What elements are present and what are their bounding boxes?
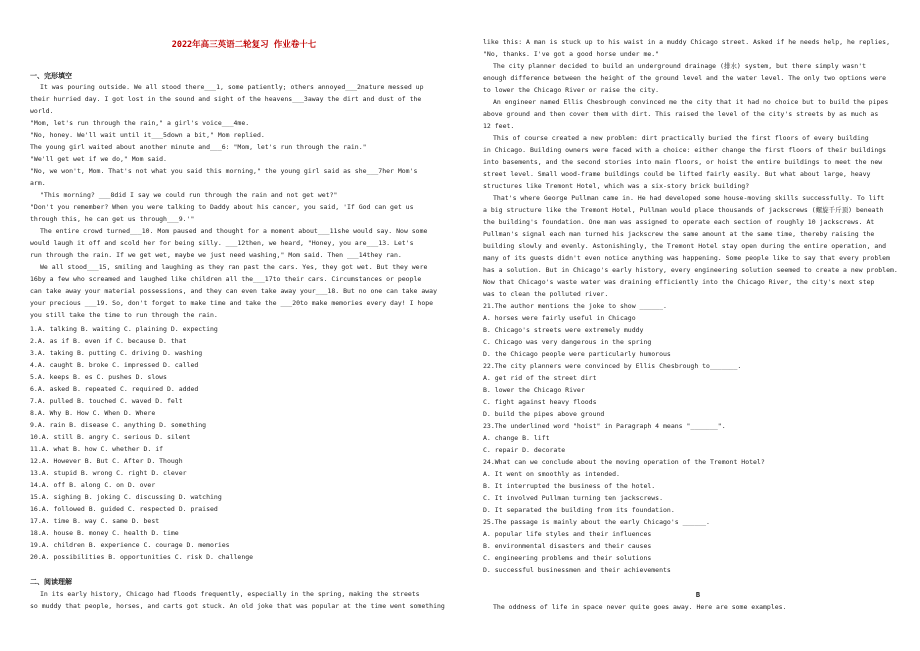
option-line: 17.A. time B. way C. same D. best (30, 517, 160, 525)
option-line: 14.A. off B. along C. on D. over (30, 481, 156, 489)
passage-line: enough difference between the height of the ground level and the water level. The only two options were (483, 74, 887, 82)
section-heading: 一、完形填空 (30, 72, 72, 80)
passage-line: A. horses were fairly useful in Chicago (483, 314, 636, 322)
passage-line: has a solution. But in Chicago's early history, every engineering solution seemed to create a new problem. (483, 266, 898, 274)
passage-line: your precious ___19. So, don't forget to make time and take the ___20to make memories every day! I hope (30, 299, 434, 307)
option-line: 10.A. still B. angry C. serious D. silent (30, 433, 191, 441)
option-line: 18.A. house B. money C. health D. time (30, 529, 179, 537)
passage-line: "Don't you remember? When you were talking to Daddy about his cancer, you said, 'If God can get us (30, 203, 414, 211)
passage-line: the building's foundation. One man was assigned to operate each section of roughly 10 jackscrews. At (483, 218, 875, 226)
passage-line: into basements, and the second stories into main floors, or hoist the entire buildings to meet the new (483, 158, 883, 166)
option-line: 3.A. taking B. putting C. driving D. washing (30, 349, 203, 357)
passage-line: "No, thanks. I've got a good horse under me." (483, 50, 660, 58)
passage-line: so muddy that people, horses, and carts got stuck. An old joke that was popular at the time went something (30, 602, 445, 610)
option-line: 6.A. asked B. repeated C. required D. added (30, 385, 199, 393)
option-line: 13.A. stupid B. wrong C. right D. clever (30, 469, 187, 477)
passage-line: run through the rain. If we get wet, maybe we just need washing," Mom said. Then ___14they ran. (30, 251, 402, 259)
passage-line: through this, he can get us through___9.'" (30, 215, 195, 223)
passage-line: "This morning? ___8did I say we could run through the rain and not get wet?" (40, 191, 338, 199)
page-title: 2022年高三英语二轮复习 作业卷十七 (171, 40, 317, 50)
passage-line: D. It separated the building from its foundation. (483, 506, 675, 514)
passage-line: B. environmental disasters and their causes (483, 542, 652, 550)
passage-line: C. It involved Pullman turning ten jackscrews. (483, 494, 664, 502)
option-line: 20.A. possibilities B. opportunities C. risk D. challenge (30, 553, 254, 561)
passage-line: "No, we won't, Mom. That's not what you said this morning," the young girl said as she___7her Mom's (30, 167, 418, 175)
section-heading: 二、阅读理解 (30, 578, 72, 586)
passage-line: in Chicago. Building owners were faced with a choice: either change the first floors of their buildings (483, 146, 887, 154)
option-line: 15.A. sighing B. joking C. discussing D. watching (30, 493, 222, 501)
passage-line: A. change B. lift (483, 434, 550, 442)
passage-line: The entire crowd turned___10. Mom paused and thought for a moment about___11she would say. Now some (40, 227, 428, 235)
passage-line: C. fight against heavy floods (483, 398, 597, 406)
passage-line: B. It interrupted the business of the hotel. (483, 482, 656, 490)
passage-line: We all stood___15, smiling and laughing as they ran past the cars. Yes, they got wet. But they were (40, 263, 428, 271)
option-line: 9.A. rain B. disease C. anything D. something (30, 421, 207, 429)
passage-line: above ground and then cover them with dirt. This raised the level of the city's streets by as much as (483, 110, 879, 118)
passage-line: An engineer named Ellis Chesbrough convinced me the city that it had no choice but to build the pipes (493, 98, 889, 106)
passage-line: 25.The passage is mainly about the early Chicago's ______. (483, 518, 710, 526)
passage-line: C. engineering problems and their solutions (483, 554, 652, 562)
option-line: 12.A. However B. But C. After D. Though (30, 457, 183, 465)
passage-line: D. build the pipes above ground (483, 410, 605, 418)
passage-line: 12 feet. (483, 122, 515, 130)
passage-line: The city planner decided to build an underground drainage (排水) system, but there simply wasn't (493, 62, 867, 70)
passage-line: would laugh it off and scold her for being silly. ___12then, we heard, "Honey, you are___13. Let's (30, 239, 414, 247)
passage-line: It was pouring outside. We all stood there___1, some patiently; others annoyed___2nature messed up (40, 83, 424, 91)
passage-line: can take away your material possessions, and they can even take away your___18. But no one can take away (30, 287, 437, 295)
passage-line: "No, honey. We'll wait until it___5down a bit," Mom replied. (30, 131, 265, 139)
option-line: 19.A. children B. experience C. courage D. memories (30, 541, 230, 549)
passage-line: The oddness of life in space never quite goes away. Here are some examples. (493, 603, 787, 611)
passage-line: D. the Chicago people were particularly humorous (483, 350, 671, 358)
passage-line: The young girl waited about another minute and___6: "Mom, let's run through the rain." (30, 143, 367, 151)
passage-line: C. repair D. decorate (483, 446, 566, 454)
passage-line: "Mom, let's run through the rain," a girl's voice___4me. (30, 119, 250, 127)
passage-line: D. successful businessmen and their achievements (483, 566, 671, 574)
option-line: 8.A. Why B. How C. When D. Where (30, 409, 156, 417)
passage-line: was to clean the polluted river. (483, 290, 609, 298)
section-b-label: B (695, 591, 701, 599)
passage-line: 16by a few who screamed and laughed like children all the___17to their cars. Circumstances or people (30, 275, 422, 283)
passage-line: That's where George Pullman came in. He had developed some house-moving skills successfully. To lift (493, 194, 885, 202)
option-line: 7.A. pulled B. touched C. waved D. felt (30, 397, 183, 405)
passage-line: Pullman's signal each man turned his jackscrew the same amount at the same time, thereby raising the (483, 230, 875, 238)
passage-line: street level. Small wood-frame buildings could be lifted fairly easily. But what about large, heavy (483, 170, 871, 178)
option-line: 2.A. as if B. even if C. because D. that (30, 337, 187, 345)
passage-line: you still take the time to run through the rain. (30, 311, 218, 319)
passage-line: like this: A man is stuck up to his waist in a muddy Chicago street. Asked if he needs help, he replies, (483, 38, 890, 46)
passage-line: Now that Chicago's waste water was draining efficiently into the Chicago River, the city's next step (483, 278, 875, 286)
passage-line: many of its guests didn't even notice anything was happening. Some people like to say that every problem (483, 254, 890, 262)
passage-line: C. Chicago was very dangerous in the spring (483, 338, 652, 346)
passage-line: arm. (30, 179, 46, 187)
passage-line: B. Chicago's streets were extremely muddy (483, 326, 644, 334)
passage-line: "We'll get wet if we do," Mom said. (30, 155, 167, 163)
passage-line: building slowly and evenly. Astonishingly, the Tremont Hotel stay open during the entire operation, and (483, 242, 887, 250)
passage-line: B. lower the Chicago River (483, 386, 585, 394)
passage-line: In its early history, Chicago had floods frequently, especially in the spring, making the streets (40, 590, 420, 598)
option-line: 1.A. talking B. waiting C. plaining D. expecting (30, 325, 218, 333)
passage-line: A. popular life styles and their influences (483, 530, 652, 538)
passage-line: A. It went on smoothly as intended. (483, 470, 620, 478)
option-line: 16.A. followed B. guided C. respected D. praised (30, 505, 218, 513)
passage-line: world. (30, 107, 54, 115)
passage-line: their hurried day. I got lost in the sound and sight of the heavens___3away the dirt and dust of the (30, 95, 422, 103)
passage-line: 21.The author mentions the joke to show ______. (483, 302, 667, 310)
passage-line: 22.The city planners were convinced by Ellis Chesbrough to_______. (483, 362, 742, 370)
passage-line: A. get rid of the street dirt (483, 374, 597, 382)
passage-line: 23.The underlined word "hoist" in Paragraph 4 means "_______". (483, 422, 726, 430)
passage-line: a big structure like the Tremont Hotel, Pullman would place thousands of jackscrews (螺旋千斤顶) beneath (483, 206, 884, 214)
passage-line: to lower the Chicago River or raise the city. (483, 86, 660, 94)
passage-line: structures like Tremont Hotel, which was a six-story brick building? (483, 182, 750, 190)
option-line: 4.A. caught B. broke C. impressed D. called (30, 361, 199, 369)
passage-line: 24.What can we conclude about the moving operation of the Tremont Hotel? (483, 458, 765, 466)
passage-line: This of course created a new problem: dirt practically buried the first floors of every building (493, 134, 869, 142)
option-line: 5.A. keeps B. es C. pushes D. slows (30, 373, 167, 381)
option-line: 11.A. what B. how C. whether D. if (30, 445, 164, 453)
